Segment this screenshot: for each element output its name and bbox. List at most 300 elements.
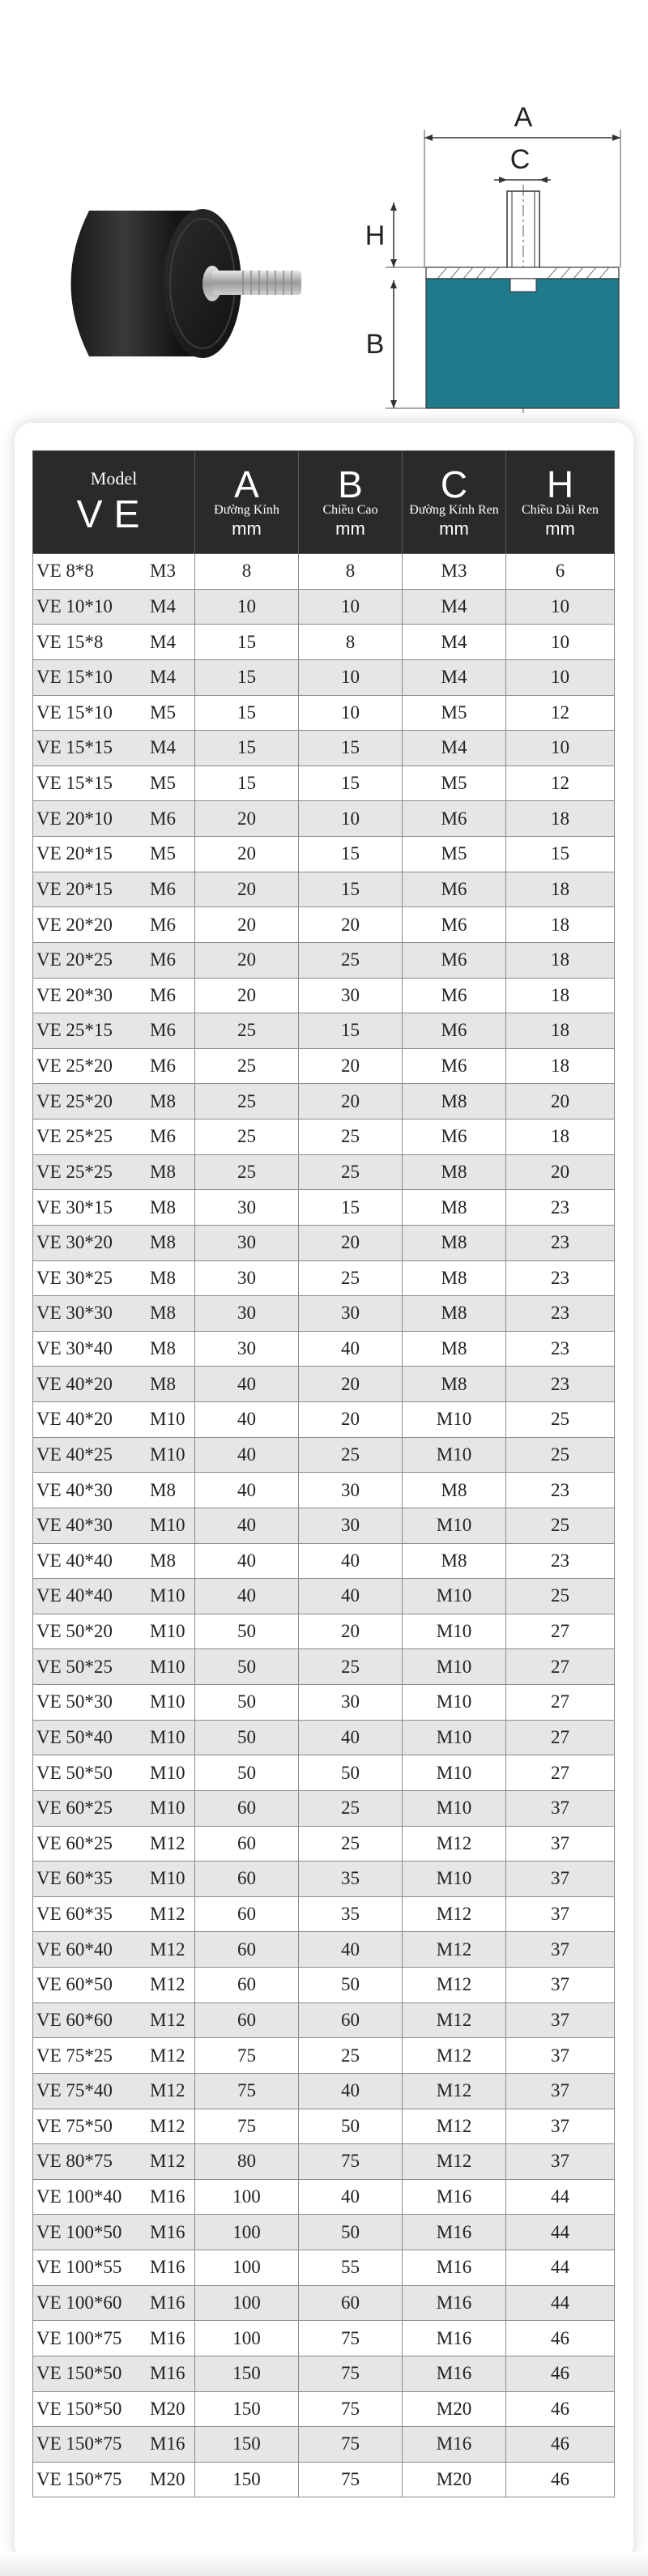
table-row [33,1508,615,1543]
dim-label-b: B [365,329,385,360]
cell-b: 75 [299,2144,403,2180]
cell-h: 37 [506,2002,615,2038]
cell-a: 40 [195,1402,299,1438]
cell-model [33,1402,195,1438]
cell-model [33,1084,195,1120]
cell-c: M6 [403,907,506,943]
cell-b: 35 [299,1896,403,1932]
cell-model [33,1260,195,1296]
cell-b: 40 [299,1720,403,1755]
cell-c: M10 [403,1508,506,1543]
cell-model [33,2144,195,2180]
cell-c: M16 [403,2285,506,2321]
cell-a: 20 [195,801,299,837]
model-thread: M16 [150,2327,185,2348]
cell-c: M4 [403,625,506,660]
cell-h: 37 [506,2144,615,2180]
cell-model [33,1720,195,1755]
table-row [33,1579,615,1614]
cell-b: 30 [299,1473,403,1508]
cell-h: 27 [506,1614,615,1649]
cell-model [33,1048,195,1084]
cell-c: M4 [403,659,506,695]
cell-c: M8 [403,1473,506,1508]
cell-c: M10 [403,1402,506,1438]
model-name: VE 8*8 [36,561,94,582]
cell-model [33,2391,195,2427]
model-thread: M8 [150,1267,176,1288]
model-name: VE 40*30 [36,1515,113,1536]
table-row [33,2285,615,2321]
cell-h: 20 [506,1084,615,1120]
cell-a: 25 [195,1048,299,1084]
header-h [506,451,615,554]
cell-model [33,1331,195,1367]
cell-a: 60 [195,1968,299,2003]
header-b-unit: mm [335,518,365,539]
cell-c: M6 [403,801,506,837]
header-c-unit: mm [439,518,469,539]
cell-b: 10 [299,695,403,731]
cell-h: 46 [506,2321,615,2356]
model-thread: M5 [150,773,176,794]
header-a-desc: Đường Kính [214,502,279,517]
model-name: VE 20*20 [36,914,113,935]
model-name: VE 20*10 [36,808,113,829]
cell-model [33,942,195,978]
cell-b: 20 [299,1048,403,1084]
table-row [33,2215,615,2250]
model-name: VE 60*50 [36,1974,113,1995]
cell-model [33,1790,195,1826]
cell-a: 100 [195,2321,299,2356]
cell-c: M5 [403,695,506,731]
cell-b: 55 [299,2250,403,2286]
table-header-row [33,451,615,554]
table-row [33,1013,615,1049]
cell-h: 23 [506,1367,615,1402]
cell-b: 8 [299,625,403,660]
table-row [33,2391,615,2427]
table-row [33,1120,615,1155]
model-name: VE 30*30 [36,1303,113,1324]
model-thread: M4 [150,631,176,652]
table-row [33,731,615,766]
cell-a: 75 [195,2109,299,2144]
cell-model [33,837,195,872]
cell-a: 60 [195,1896,299,1932]
cell-c: M10 [403,1755,506,1791]
cell-a: 40 [195,1508,299,1543]
model-thread: M10 [150,1691,185,1712]
cell-h: 25 [506,1402,615,1438]
table-row [33,589,615,625]
cell-c: M20 [403,2462,506,2497]
cell-h: 18 [506,978,615,1013]
cell-a: 50 [195,1649,299,1685]
model-thread: M4 [150,667,176,688]
cell-h: 12 [506,695,615,731]
cell-c: M10 [403,1790,506,1826]
cell-b: 20 [299,1402,403,1438]
cell-model [33,2462,195,2497]
cell-a: 60 [195,1862,299,1897]
cell-a: 25 [195,1120,299,1155]
dim-label-c: C [509,144,531,175]
cell-model [33,2250,195,2286]
cell-model [33,801,195,837]
model-name: VE 75*50 [36,2115,113,2136]
model-thread: M16 [150,2186,185,2207]
cell-a: 40 [195,1367,299,1402]
dim-label-h: H [364,220,386,251]
cell-h: 18 [506,1013,615,1049]
cell-model [33,695,195,731]
cell-model [33,1932,195,1968]
cell-model [33,1755,195,1791]
cell-b: 25 [299,1260,403,1296]
model-thread: M10 [150,1726,185,1747]
cell-h: 10 [506,625,615,660]
model-thread: M16 [150,2292,185,2313]
table-row [33,695,615,731]
cell-a: 25 [195,1154,299,1190]
cell-b: 40 [299,1932,403,1968]
cell-h: 23 [506,1473,615,1508]
table-row [33,1968,615,2003]
table-row [33,1225,615,1260]
model-thread: M5 [150,843,176,864]
cell-a: 10 [195,589,299,625]
cell-c: M10 [403,1685,506,1721]
cell-c: M8 [403,1084,506,1120]
cell-h: 10 [506,659,615,695]
model-name: VE 40*20 [36,1409,113,1430]
cell-c: M10 [403,1579,506,1614]
cell-a: 60 [195,1932,299,1968]
cell-h: 23 [506,1543,615,1579]
cell-c: M4 [403,589,506,625]
cell-c: M6 [403,872,506,907]
table-row [33,1473,615,1508]
table-row [33,978,615,1013]
model-name: VE 60*25 [36,1832,113,1853]
cell-model [33,1862,195,1897]
cell-b: 30 [299,1508,403,1543]
cell-h: 46 [506,2427,615,2463]
table-row [33,1048,615,1084]
model-name: VE 75*25 [36,2045,113,2066]
cell-h: 25 [506,1508,615,1543]
cell-h: 46 [506,2462,615,2497]
model-name: VE 50*50 [36,1762,113,1783]
model-name: VE 75*40 [36,2080,113,2101]
cell-b: 10 [299,659,403,695]
cell-model [33,2179,195,2215]
model-thread: M6 [150,984,176,1005]
cell-a: 75 [195,2073,299,2109]
model-name: VE 30*20 [36,1232,113,1253]
table-row [33,2038,615,2074]
cell-a: 25 [195,1084,299,1120]
model-thread: M8 [150,1303,176,1324]
product-illustration [0,0,648,421]
cell-a: 50 [195,1614,299,1649]
cell-model [33,872,195,907]
cell-c: M12 [403,2073,506,2109]
model-thread: M10 [150,1656,185,1677]
model-thread: M12 [150,1938,185,1960]
cell-c: M12 [403,1932,506,1968]
model-thread: M10 [150,1515,185,1536]
cell-b: 50 [299,2109,403,2144]
model-name: VE 50*30 [36,1691,113,1712]
cell-h: 27 [506,1649,615,1685]
cell-a: 100 [195,2215,299,2250]
table-row [33,554,615,590]
cell-b: 10 [299,589,403,625]
cell-h: 44 [506,2250,615,2286]
cell-c: M6 [403,1120,506,1155]
cell-c: M12 [403,1826,506,1862]
cell-c: M10 [403,1614,506,1649]
cell-model [33,1508,195,1543]
cell-a: 8 [195,554,299,590]
cell-c: M16 [403,2250,506,2286]
cell-a: 20 [195,837,299,872]
model-thread: M16 [150,2221,185,2242]
model-name: VE 15*10 [36,702,113,723]
cell-model [33,1225,195,1260]
model-thread: M6 [150,914,176,935]
model-thread: M20 [150,2398,185,2419]
header-a-unit: mm [232,518,262,539]
table-row [33,872,615,907]
model-thread: M6 [150,1056,176,1077]
model-name: VE 40*40 [36,1550,113,1571]
cell-c: M16 [403,2179,506,2215]
cell-a: 15 [195,625,299,660]
model-thread: M4 [150,737,176,758]
cell-a: 20 [195,978,299,1013]
model-name: VE 60*35 [36,1868,113,1889]
cell-h: 23 [506,1260,615,1296]
model-name: VE 25*20 [36,1090,113,1111]
table-row [33,2179,615,2215]
table-row [33,1614,615,1649]
cell-model [33,554,195,590]
model-thread: M12 [150,2080,185,2101]
table-row [33,2462,615,2497]
cell-b: 50 [299,2215,403,2250]
cell-a: 80 [195,2144,299,2180]
model-thread: M8 [150,1479,176,1500]
cell-h: 27 [506,1720,615,1755]
model-thread: M4 [150,595,176,616]
model-name: VE 40*25 [36,1444,113,1465]
cell-a: 40 [195,1473,299,1508]
cell-h: 37 [506,1826,615,1862]
cell-model [33,2215,195,2250]
header-a [195,451,299,554]
cell-h: 18 [506,1120,615,1155]
header-c [403,451,506,554]
cell-c: M8 [403,1260,506,1296]
header-b [299,451,403,554]
cell-c: M6 [403,942,506,978]
table-row [33,2144,615,2180]
cell-c: M16 [403,2321,506,2356]
cell-h: 44 [506,2215,615,2250]
model-name: VE 150*50 [36,2398,122,2419]
cell-h: 18 [506,801,615,837]
model-name: VE 15*8 [36,631,104,652]
model-name: VE 50*20 [36,1621,113,1642]
cell-model [33,766,195,801]
cell-model [33,625,195,660]
cell-h: 37 [506,1790,615,1826]
cell-a: 20 [195,942,299,978]
cell-b: 25 [299,2038,403,2074]
table-row [33,1755,615,1791]
cell-b: 20 [299,1367,403,1402]
cell-b: 30 [299,1685,403,1721]
cell-h: 18 [506,872,615,907]
cell-a: 30 [195,1225,299,1260]
cell-c: M16 [403,2215,506,2250]
model-name: VE 15*15 [36,773,113,794]
model-thread: M10 [150,1798,185,1819]
model-thread: M5 [150,702,176,723]
header-h-desc: Chiều Dài Ren [521,502,599,517]
cell-h: 46 [506,2356,615,2391]
cell-a: 150 [195,2356,299,2391]
cell-c: M5 [403,837,506,872]
cell-model [33,1579,195,1614]
cell-model [33,2285,195,2321]
table-row [33,2356,615,2391]
table-row [33,1154,615,1190]
table-row [33,2002,615,2038]
cell-a: 75 [195,2038,299,2074]
model-thread: M10 [150,1585,185,1606]
cell-b: 60 [299,2285,403,2321]
model-name: VE 80*75 [36,2151,113,2172]
model-name: VE 20*25 [36,949,113,970]
cell-c: M5 [403,766,506,801]
cell-a: 30 [195,1260,299,1296]
cell-b: 75 [299,2462,403,2497]
table-row [33,2109,615,2144]
cell-h: 46 [506,2391,615,2427]
model-name: VE 60*35 [36,1904,113,1925]
table-row [33,801,615,837]
table-row [33,659,615,695]
header-b-desc: Chiều Cao [322,502,378,517]
table-row [33,2250,615,2286]
model-name: VE 10*10 [36,595,113,616]
model-thread: M6 [150,949,176,970]
cell-b: 25 [299,1120,403,1155]
cell-h: 12 [506,766,615,801]
cell-b: 8 [299,554,403,590]
cell-b: 60 [299,2002,403,2038]
cell-c: M6 [403,1048,506,1084]
cell-b: 20 [299,1084,403,1120]
header-a-letter: A [234,463,259,505]
cell-c: M8 [403,1225,506,1260]
table-row [33,1296,615,1332]
cell-h: 27 [506,1685,615,1721]
cell-model [33,1296,195,1332]
table-row [33,1790,615,1826]
cell-b: 50 [299,1755,403,1791]
model-thread: M10 [150,1762,185,1783]
cell-b: 25 [299,1790,403,1826]
cell-a: 25 [195,1013,299,1049]
cell-c: M8 [403,1190,506,1226]
cell-b: 50 [299,1968,403,2003]
table-row [33,907,615,943]
cell-model [33,1649,195,1685]
table-row [33,1862,615,1897]
cell-c: M8 [403,1331,506,1367]
model-name: VE 100*55 [36,2257,122,2278]
model-thread: M8 [150,1550,176,1571]
model-thread: M10 [150,1444,185,1465]
model-thread: M3 [150,561,176,582]
model-name: VE 15*10 [36,667,113,688]
model-thread: M6 [150,1020,176,1041]
model-name: VE 40*40 [36,1585,113,1606]
cell-b: 20 [299,1225,403,1260]
cell-b: 75 [299,2356,403,2391]
model-name: VE 150*75 [36,2469,122,2490]
cell-a: 150 [195,2391,299,2427]
model-name: VE 30*15 [36,1196,113,1218]
cell-h: 37 [506,1862,615,1897]
model-name: VE 60*40 [36,1938,113,1960]
cell-b: 75 [299,2321,403,2356]
model-name: VE 25*25 [36,1161,113,1182]
cell-a: 100 [195,2250,299,2286]
model-name: VE 30*40 [36,1338,113,1359]
cell-model [33,1614,195,1649]
cell-c: M8 [403,1367,506,1402]
cell-a: 20 [195,907,299,943]
model-name: VE 150*50 [36,2363,122,2384]
model-name: VE 30*25 [36,1267,113,1288]
cell-model [33,731,195,766]
cell-h: 23 [506,1225,615,1260]
model-name: VE 20*15 [36,843,113,864]
cell-c: M12 [403,2109,506,2144]
cell-b: 20 [299,1614,403,1649]
cell-model [33,907,195,943]
table-row [33,2321,615,2356]
cell-model [33,1896,195,1932]
cell-c: M20 [403,2391,506,2427]
cell-b: 40 [299,1543,403,1579]
cell-b: 35 [299,1862,403,1897]
cell-b: 20 [299,907,403,943]
cell-c: M3 [403,554,506,590]
cell-c: M8 [403,1543,506,1579]
cell-b: 25 [299,1649,403,1685]
model-name: VE 15*15 [36,737,113,758]
model-thread: M10 [150,1868,185,1889]
cell-c: M12 [403,1896,506,1932]
